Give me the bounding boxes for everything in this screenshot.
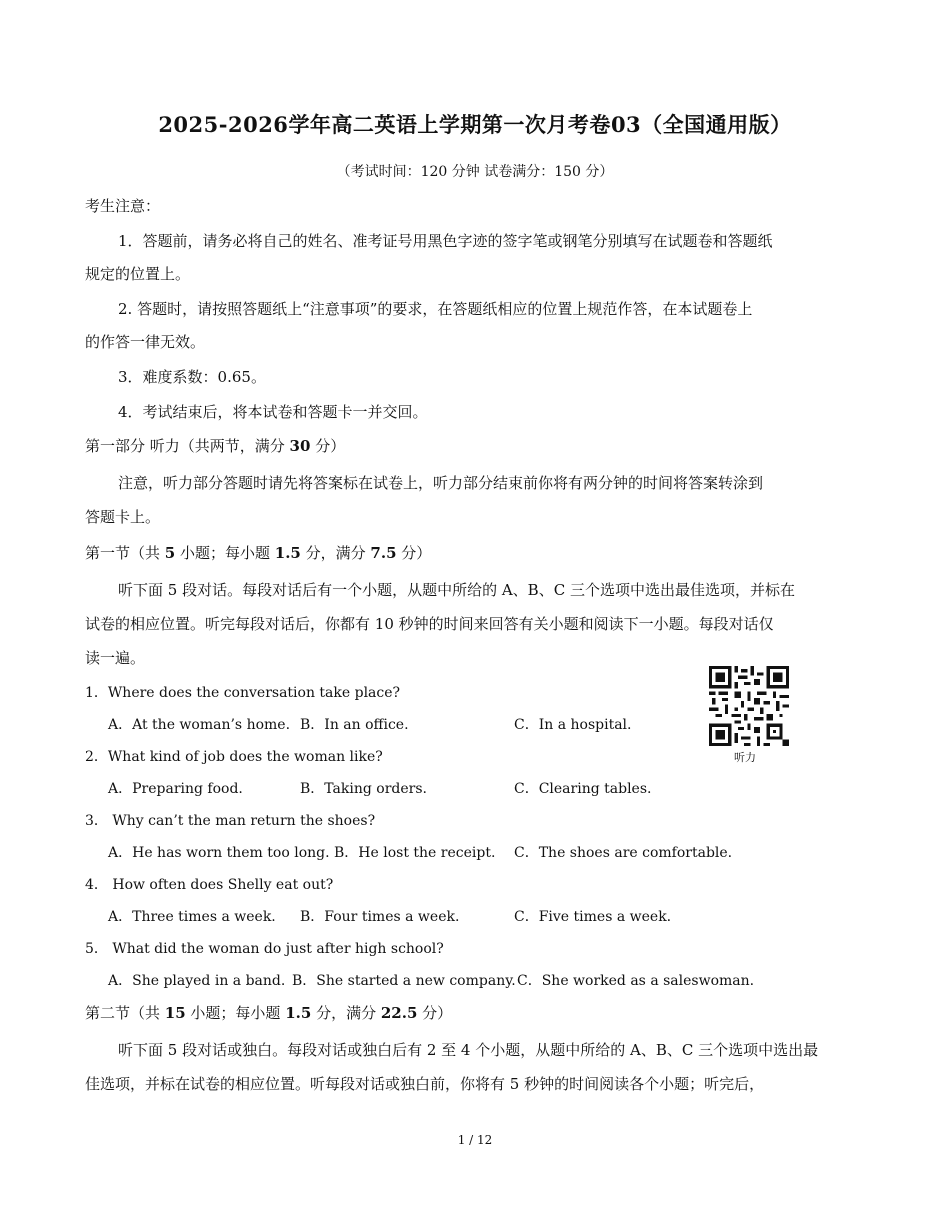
part1-heading-text: 第一部分 听力（共两节，满分 (85, 437, 290, 455)
q3-option-ab[interactable]: A．He has worn them too long. B．He lost the receipt. (108, 845, 496, 861)
q2-option-a[interactable]: A．Preparing food. (108, 781, 243, 797)
notice-item-4: 4．考试结束后，将本试卷和答题卡一并交回。 (118, 403, 428, 421)
q4-option-c[interactable]: C．Five times a week. (514, 909, 672, 925)
q2-option-b[interactable]: B．Taking orders. (300, 781, 427, 797)
question-4: 4． How often does Shelly eat out? (85, 877, 334, 893)
q5-option-b[interactable]: B．She started a new company. (292, 973, 516, 989)
notice-item-2-cont: 的作答一律无效。 (85, 333, 206, 351)
notice-item-2: 2. 答题时，请按照答题纸上“注意事项”的要求，在答题纸相应的位置上规范作答，在本试题卷上 (118, 300, 753, 318)
q1-option-c[interactable]: C．In a hospital. (514, 717, 632, 733)
q4-option-a[interactable]: A．Three times a week. (108, 909, 276, 925)
page-title (0, 112, 950, 137)
question-5: 5． What did the woman do just after high school? (85, 941, 444, 957)
s2-h-f: 22.5 (380, 1004, 418, 1022)
question-3: 3． Why can’t the man return the shoes? (85, 813, 376, 829)
title-number: 03 (610, 112, 642, 137)
s1-h-e: 分，满分 (300, 544, 371, 562)
part1-note: 注意，听力部分答题时请先将答案标在试卷上，听力部分结束前你将有两分钟的时间将答案转涂到 (118, 474, 764, 492)
section1-instructions: 听下面 5 段对话。每段对话后有一个小题，从题中所给的 A、B、C 三个选项中选出最佳选项，并标在 (118, 581, 795, 599)
q2-option-c[interactable]: C．Clearing tables. (514, 781, 652, 797)
s2-h-g: 分） (417, 1004, 453, 1022)
section1-heading (85, 543, 431, 563)
section2-instructions: 听下面 5 段对话或独白。每段对话或独白后有 2 至 4 个小题，从题中所给的 A、B、C 三个选项中选出最 (118, 1041, 819, 1059)
exam-info: （考试时间：120 分钟 试卷满分：150 分） (336, 164, 614, 180)
s2-h-b: 15 (164, 1004, 186, 1022)
q3-option-c[interactable]: C．The shoes are comfortable. (514, 845, 733, 861)
section1-instructions-3: 读一遍。 (85, 649, 146, 667)
page-number: 1 / 12 (457, 1133, 493, 1147)
part1-note-cont: 答题卡上。 (85, 508, 161, 526)
question-1: 1．Where does the conversation take place? (85, 685, 401, 701)
s2-h-e: 分，满分 (311, 1004, 381, 1022)
s1-h-g: 分） (396, 544, 432, 562)
qr-caption: 听力 (734, 751, 756, 764)
s1-h-b: 5 (164, 544, 176, 562)
s1-h-c: 小题；每小题 (175, 544, 275, 562)
title-text: 学年高二英语上学期第一次月考卷 (288, 112, 611, 137)
title-year: 2025-2026 (158, 112, 289, 137)
s2-h-c: 小题；每小题 (185, 1004, 286, 1022)
q5-option-c[interactable]: C．She worked as a saleswoman. (517, 973, 755, 989)
s2-h-d: 1.5 (285, 1004, 312, 1022)
part1-heading (85, 436, 345, 456)
q5-option-a[interactable]: A．She played in a band. (108, 973, 286, 989)
q4-option-b[interactable]: B．Four times a week. (300, 909, 460, 925)
section2-heading (85, 1003, 452, 1023)
s1-h-d: 1.5 (274, 544, 301, 562)
section2-instructions-2: 佳选项，并标在试卷的相应位置。听每段对话或独白前，你将有 5 秒钟的时间阅读各个小题；听完后， (85, 1075, 765, 1093)
q1-option-a[interactable]: A．At the woman’s home. (108, 717, 291, 733)
question-2: 2．What kind of job does the woman like? (85, 749, 383, 765)
section1-instructions-2: 试卷的相应位置。听完每段对话后，你都有 10 秒钟的时间来回答有关小题和阅读下一小题。每段对话仅 (85, 615, 774, 633)
s1-h-f: 7.5 (370, 544, 397, 562)
notice-item-1: 1．答题前，请务必将自己的姓名、准考证号用黑色字迹的签字笔或钢笔分别填写在试题卷和答题纸 (118, 232, 773, 250)
s2-h-a: 第二节（共 (85, 1004, 165, 1022)
s1-h-a: 第一节（共 (85, 544, 165, 562)
notice-heading: 考生注意： (85, 197, 161, 215)
notice-item-3: 3．难度系数：0.65。 (118, 368, 266, 386)
qr-code-icon[interactable] (709, 666, 789, 746)
part1-score: 30 (289, 437, 311, 455)
title-edition: （全国通用版） (641, 112, 792, 137)
q1-option-b[interactable]: B．In an office. (300, 717, 409, 733)
part1-heading-end: 分） (310, 437, 346, 455)
notice-item-1-cont: 规定的位置上。 (85, 265, 191, 283)
